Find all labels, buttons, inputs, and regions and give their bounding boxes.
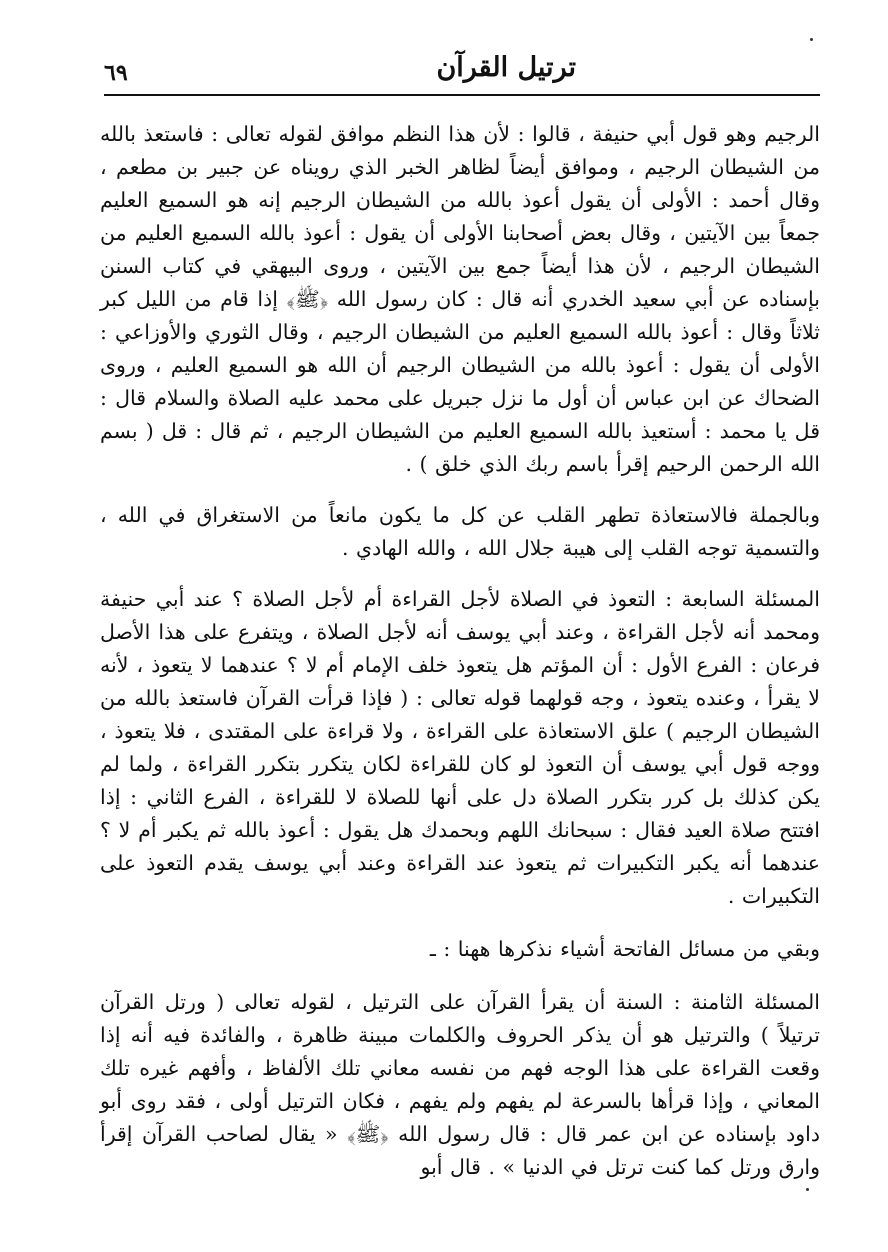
body-text (100, 118, 820, 1184)
paragraph-5: المسئلة الثامنة : السنة أن يقرأ القرآن على الترتيل ، لقوله تعالى ( ورتل القرآن ترتيلاً ) والترتيل هو أن يذكر الحروف والكلمات مبينة ظاهرة ، والفائدة فيه أنه إذا وقعت القراءة على هذا الوجه فهم من نفسه معاني تلك الألفاظ ، وأفهم غيره تلك المعاني ، وإذا قرأها بالسرعة لم يفهم ولم يفهم ، فكان الترتيل أولى ، فقد روى أبو داود بإسناده عن ابن عمر قال : قال رسول الله ﴿ﷺ﴾ « يقال لصاحب القرآن إقرأ وارق ورتل كما كنت ترتل في الدنيا » . قال أبو (100, 990, 820, 1179)
running-title: ترتيل القرآن (436, 52, 576, 83)
paragraph-2: وبالجملة فالاستعاذة تطهر القلب عن كل ما يكون مانعاً من الاستغراق في الله ، والتسمية توجه القلب إلى هيبة جلال الله ، والله الهادي . (100, 503, 820, 560)
scan-speck (806, 1188, 809, 1191)
running-header (96, 46, 816, 90)
header-rule (104, 94, 820, 96)
paragraph-1: الرجيم وهو قول أبي حنيفة ، قالوا : لأن هذا النظم موافق لقوله تعالى : فاستعذ بالله من الشيطان الرجيم ، وموافق أيضاً لظاهر الخبر الذي رويناه عن جبير بن مطعم ، وقال أحمد : الأولى أن يقول أعوذ بالله من الشيطان الرجيم إنه هو السميع العليم جمعاً بين الآيتين ، وقال بعض أصحابنا الأولى أن يقول : أعوذ بالله السميع العليم من الشيطان الرجيم ، لأن هذا أيضاً جمع بين الآيتين ، وروى البيهقي في كتاب السنن بإسناده عن أبي سعيد الخدري أنه قال : كان رسول الله ﴿ﷺ﴾ إذا قام من الليل كبر ثلاثاً وقال : أعوذ بالله السميع العليم من الشيطان الرجيم ، وقال الثوري والأوزاعي : الأولى أن يقول : أعوذ بالله من الشيطان الرجيم أن الله هو السميع العليم ، وروى الضحاك عن ابن عباس أن أول ما نزل جبريل على محمد عليه الصلاة والسلام قال : قل يا محمد : أستعيذ بالله السميع العليم من الشيطان الرجيم ، ثم قال : قل ( بسم الله الرحمن الرحيم إقرأ باسم ربك الذي خلق ) . (100, 122, 820, 476)
paragraph-3: المسئلة السابعة : التعوذ في الصلاة لأجل القراءة أم لأجل الصلاة ؟ عند أبي حنيفة ومحمد أنه لأجل القراءة ، وعند أبي يوسف أنه لأجل الصلاة ، ويتفرع على هذا الأصل فرعان : الفرع الأول : أن المؤتم هل يتعوذ خلف الإمام أم لا ؟ عندهما لا يتعوذ ، لأنه لا يقرأ ، وعنده يتعوذ ، وجه قولهما قوله تعالى : ( فإذا قرأت القرآن فاستعذ بالله من الشيطان الرجيم ) علق الاستعاذة على القراءة ، ولا قراءة على المقتدى ، فلا يتعوذ ، ووجه قول أبي يوسف أن التعوذ لو كان للقراءة لكان يتكرر بتكرر القراءة ، ولما لم يكن كذلك بل كرر بتكرر الصلاة دل على أنها للصلاة لا للقراءة ، الفرع الثاني : إذا افتتح صلاة العيد فقال : سبحانك اللهم وبحمدك هل يقول : أعوذ بالله ثم يكبر أم لا ؟ عندهما أنه يكبر التكبيرات ثم يتعوذ عند القراءة وعند أبي يوسف يقدم التعوذ على التكبيرات . (100, 587, 820, 908)
paragraph-4: وبقي من مسائل الفاتحة أشياء نذكرها ههنا : ـ (429, 937, 820, 961)
page-number: ٦٩ (104, 60, 128, 86)
scan-speck (810, 38, 813, 41)
